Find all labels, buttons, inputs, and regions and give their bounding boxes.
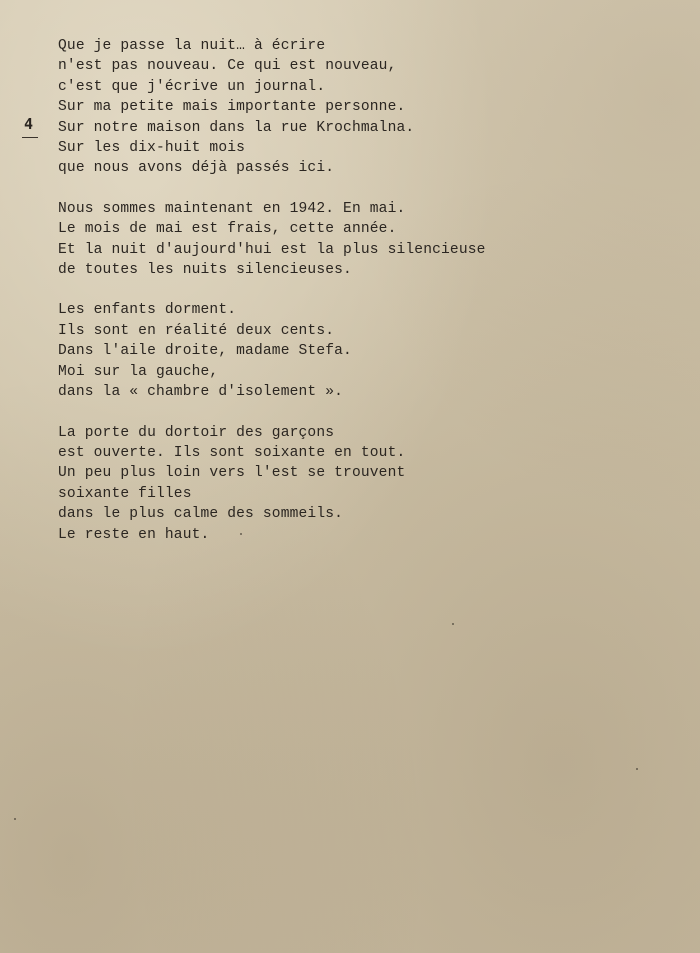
poem-text [58, 36, 678, 565]
text-line: Moi sur la gauche, [58, 363, 219, 380]
text-line: que nous avons déjà passés ici. [58, 160, 335, 177]
text-line: de toutes les nuits silencieuses. [58, 262, 352, 279]
text-line: Nous sommes maintenant en 1942. En mai. [58, 200, 406, 217]
text-line: Que je passe la nuit… à écrire [58, 38, 326, 54]
paper-speck [636, 768, 638, 770]
text-line: est ouverte. Ils sont soixante en tout. [58, 444, 406, 461]
page-number-underline [22, 137, 38, 138]
text-line: c'est que j'écrive un journal. [58, 78, 326, 95]
text-line: La porte du dortoir des garçons [58, 424, 335, 441]
text-line: Sur notre maison dans la rue Krochmalna. [58, 119, 415, 136]
paper-speck [240, 533, 242, 535]
text-line: Les enfants dorment. [58, 302, 237, 319]
text-line: Le reste en haut. [58, 526, 210, 543]
text-line: Et la nuit d'aujourd'hui est la plus silencieuse [58, 241, 486, 258]
stanza-1 [58, 36, 678, 179]
text-line: Sur les dix-huit mois [58, 140, 246, 157]
text-line: dans la « chambre d'isolement ». [58, 384, 344, 401]
paper-speck [14, 818, 16, 820]
text-line: soixante filles [58, 485, 192, 502]
text-line: Sur ma petite mais importante personne. [58, 99, 406, 116]
text-line: Dans l'aile droite, madame Stefa. [58, 343, 352, 360]
stanza-2 [58, 199, 678, 281]
text-line: dans le plus calme des sommeils. [58, 506, 344, 523]
text-line: Ils sont en réalité deux cents. [58, 322, 335, 339]
text-line: Le mois de mai est frais, cette année. [58, 221, 397, 238]
paper-speck [452, 623, 454, 625]
text-line: n'est pas nouveau. Ce qui est nouveau, [58, 58, 397, 75]
page-number: 4 [24, 115, 34, 133]
stanza-3 [58, 300, 678, 402]
stanza-4 [58, 423, 678, 545]
text-line: Un peu plus loin vers l'est se trouvent [58, 465, 406, 482]
